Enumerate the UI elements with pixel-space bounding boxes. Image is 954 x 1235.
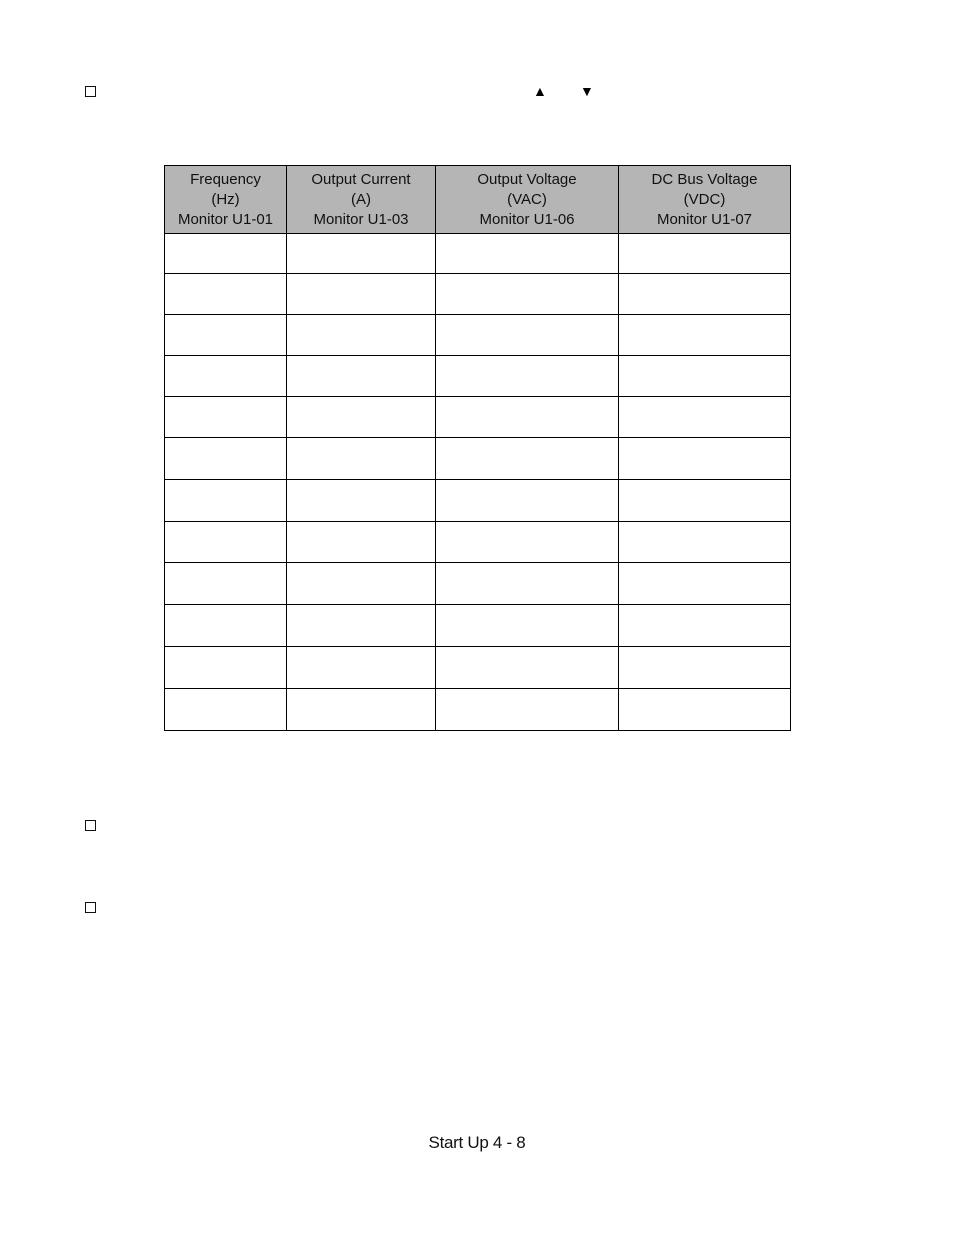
table-row bbox=[165, 234, 791, 274]
table-row bbox=[165, 605, 791, 647]
header-label: Frequency bbox=[190, 170, 261, 188]
frequency-cell[interactable] bbox=[165, 480, 287, 522]
dc-bus-voltage-cell[interactable] bbox=[619, 356, 791, 397]
frequency-cell[interactable] bbox=[165, 689, 287, 731]
output-current-cell[interactable] bbox=[287, 480, 436, 522]
frequency-cell[interactable] bbox=[165, 315, 287, 356]
header-monitor: Monitor U1-07 bbox=[656, 210, 753, 228]
output-voltage-cell[interactable] bbox=[436, 234, 619, 274]
checkbox-step-2[interactable] bbox=[85, 820, 96, 831]
output-current-cell[interactable] bbox=[287, 274, 436, 315]
dc-bus-voltage-cell[interactable] bbox=[619, 397, 791, 438]
output-voltage-cell[interactable] bbox=[436, 689, 619, 731]
header-label: Output Voltage bbox=[477, 170, 577, 188]
down-arrow-icon: ▼ bbox=[580, 83, 594, 99]
table-row bbox=[165, 522, 791, 563]
column-header-frequency bbox=[165, 166, 287, 234]
output-voltage-cell[interactable] bbox=[436, 356, 619, 397]
table-row bbox=[165, 274, 791, 315]
header-monitor: Monitor U1-06 bbox=[479, 210, 575, 228]
header-unit: (VAC) bbox=[507, 190, 547, 208]
output-current-cell[interactable] bbox=[287, 522, 436, 563]
dc-bus-voltage-cell[interactable] bbox=[619, 315, 791, 356]
header-monitor: Monitor U1-03 bbox=[313, 210, 409, 228]
column-header-dc-bus-voltage bbox=[619, 166, 791, 234]
output-voltage-cell[interactable] bbox=[436, 315, 619, 356]
frequency-cell[interactable] bbox=[165, 605, 287, 647]
output-current-cell[interactable] bbox=[287, 315, 436, 356]
output-voltage-cell[interactable] bbox=[436, 274, 619, 315]
table-row bbox=[165, 356, 791, 397]
output-voltage-cell[interactable] bbox=[436, 522, 619, 563]
output-current-cell[interactable] bbox=[287, 234, 436, 274]
up-arrow-icon: ▲ bbox=[533, 83, 547, 99]
dc-bus-voltage-cell[interactable] bbox=[619, 563, 791, 605]
frequency-cell[interactable] bbox=[165, 397, 287, 438]
page-footer: Start Up 4 - 8 bbox=[428, 1133, 526, 1152]
frequency-cell[interactable] bbox=[165, 234, 287, 274]
output-current-cell[interactable] bbox=[287, 689, 436, 731]
header-monitor: Monitor U1-01 bbox=[177, 210, 274, 228]
output-voltage-cell[interactable] bbox=[436, 397, 619, 438]
table-header-row bbox=[165, 166, 791, 234]
dc-bus-voltage-cell[interactable] bbox=[619, 438, 791, 480]
output-current-cell[interactable] bbox=[287, 438, 436, 480]
checkbox-step-1[interactable] bbox=[85, 86, 96, 97]
header-unit: (Hz) bbox=[211, 190, 240, 208]
table-row bbox=[165, 397, 791, 438]
frequency-cell[interactable] bbox=[165, 522, 287, 563]
monitor-record-table bbox=[164, 165, 791, 731]
header-unit: (VDC) bbox=[683, 190, 726, 208]
checkbox-step-3[interactable] bbox=[85, 902, 96, 913]
header-label: DC Bus Voltage bbox=[651, 170, 758, 188]
table-row bbox=[165, 438, 791, 480]
output-voltage-cell[interactable] bbox=[436, 563, 619, 605]
output-voltage-cell[interactable] bbox=[436, 647, 619, 689]
dc-bus-voltage-cell[interactable] bbox=[619, 647, 791, 689]
column-header-output-current bbox=[287, 166, 436, 234]
output-current-cell[interactable] bbox=[287, 605, 436, 647]
header-unit: (A) bbox=[351, 190, 371, 208]
table-row bbox=[165, 315, 791, 356]
output-current-cell[interactable] bbox=[287, 647, 436, 689]
output-voltage-cell[interactable] bbox=[436, 480, 619, 522]
table-row bbox=[165, 647, 791, 689]
header-label: Output Current bbox=[311, 170, 411, 188]
frequency-cell[interactable] bbox=[165, 647, 287, 689]
table-row bbox=[165, 480, 791, 522]
dc-bus-voltage-cell[interactable] bbox=[619, 274, 791, 315]
dc-bus-voltage-cell[interactable] bbox=[619, 689, 791, 731]
frequency-cell[interactable] bbox=[165, 274, 287, 315]
dc-bus-voltage-cell[interactable] bbox=[619, 234, 791, 274]
table-row bbox=[165, 563, 791, 605]
dc-bus-voltage-cell[interactable] bbox=[619, 605, 791, 647]
dc-bus-voltage-cell[interactable] bbox=[619, 522, 791, 563]
table-row bbox=[165, 689, 791, 731]
frequency-cell[interactable] bbox=[165, 438, 287, 480]
frequency-cell[interactable] bbox=[165, 563, 287, 605]
output-current-cell[interactable] bbox=[287, 563, 436, 605]
output-voltage-cell[interactable] bbox=[436, 605, 619, 647]
column-header-output-voltage bbox=[436, 166, 619, 234]
output-current-cell[interactable] bbox=[287, 397, 436, 438]
dc-bus-voltage-cell[interactable] bbox=[619, 480, 791, 522]
frequency-cell[interactable] bbox=[165, 356, 287, 397]
output-voltage-cell[interactable] bbox=[436, 438, 619, 480]
output-current-cell[interactable] bbox=[287, 356, 436, 397]
